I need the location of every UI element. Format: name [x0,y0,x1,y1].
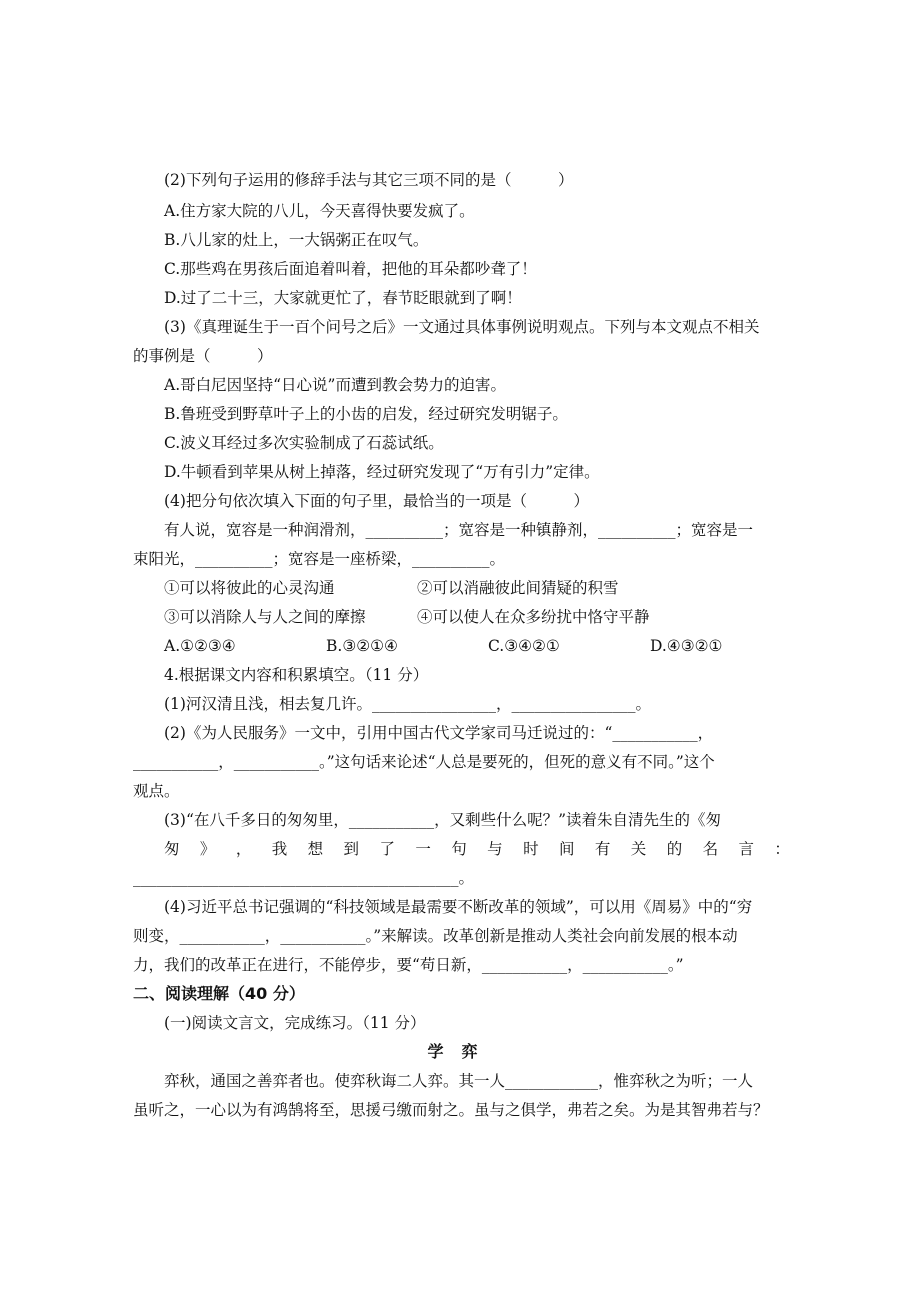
passage-line1: 弈秋，通国之善弈者也。使弈秋诲二人弈。其一人____________，惟弈秋之为听；一人 [164,1072,754,1090]
q3-4-sentence-line2: 束阳光，__________；宽容是一座桥梁，__________。 [133,550,506,568]
q3-4-clause-row-1 [164,577,790,599]
q3-2-option-b: B.八儿家的灶上，一大锅粥正在叹气。 [164,231,429,249]
q4-3-line2-char: 一 [415,840,431,858]
q3-4-clause-3: ③可以消除人与人之间的摩擦 [164,608,366,626]
q3-4-clause-row-2 [164,606,790,628]
q4-3-line2-char: 句 [451,840,467,858]
q4-3-line2-char: 关 [630,840,647,858]
q4-2-line2: ___________，___________。”这句话来论述“人总是要死的，但死的意义有不同。”这个 [133,753,715,771]
q3-4-choice-c: C.③④②① [488,637,560,655]
q4-3-line2-char: 与 [487,840,503,858]
q3-2-option-d: D.过了二十三，大家就更忙了，春节眨眼就到了啊！ [164,289,522,307]
q3-4-choice-d: D.④③②① [650,637,723,655]
q4-3-line2-char: 言 [738,840,755,858]
q4-3-line2 [164,838,790,860]
q4-2-line3: 观点。 [133,782,180,800]
section2-sub: (一)阅读文言文，完成练习。（11 分） [164,1014,426,1032]
q4-3-line2-char: 到 [343,840,360,858]
q4-3-line3: __________________________________________。 [133,869,475,887]
q4-3-line2-char: 有 [594,840,611,858]
q4-4-line3: 力，我们的改革正在进行，不能停步，要“苟日新，___________，___________。” [133,956,684,974]
q3-2-option-c: C.那些鸡在男孩后面追着叫着，把他的耳朵都吵聋了！ [164,260,537,278]
q3-4-choice-a: A.①②③④ [164,637,236,655]
q3-3-option-c: C.波义耳经过多次实验制成了石蕊试纸。 [164,434,444,452]
q3-3-option-b: B.鲁班受到野草叶子上的小齿的启发，经过研究发明锯子。 [164,405,568,423]
q3-3-stem-line2: 的事例是（ ） [133,347,273,365]
q4-3-line2-char: 时 [523,840,539,858]
q4-title: 4.根据课文内容和积累填空。（11 分） [164,666,429,684]
q3-2-option-a: A.住方家大院的八儿，今天喜得快要发疯了。 [164,202,475,220]
q3-4-stem: (4)把分句依次填入下面的句子里，最恰当的一项是（ ） [164,492,589,510]
passage-title: 学弈 [427,1042,496,1061]
q4-3-line2-char: ， [235,840,252,858]
q3-4-choices [164,635,790,657]
section2-heading: 二、阅读理解（40 分） [133,984,305,1003]
q3-4-clause-1: ①可以将彼此的心灵沟通 [164,579,335,597]
q3-2-stem: (2)下列句子运用的修辞手法与其它三项不同的是（ ） [164,171,574,189]
q3-3-stem-line1: (3)《真理诞生于一百个问号之后》一文通过具体事例说明观点。下列与本文观点不相关 [164,318,760,336]
q4-3-line2-char: 想 [307,840,324,858]
q4-1: (1)河汉清且浅，相去复几许。________________，________________。 [164,695,651,713]
q3-3-option-a: A.哥白尼因坚持“日心说”而遭到教会势力的迫害。 [164,376,506,394]
q4-3-line1: (3)“在八千多日的匆匆里，___________，又剩些什么呢？”读着朱自清先生的《匆 [164,811,722,829]
q4-3-line2-char: ： [774,840,790,858]
q4-3-line2-char: 了 [379,840,395,858]
q4-4-line2: 则变，___________，___________。”来解读。改革创新是推动人类社会向前发展的根本动 [133,927,738,945]
q4-3-line2-char: 的 [666,840,683,858]
q3-4-choice-b: B.③②①④ [326,637,398,655]
q4-3-line2-char: 间 [558,840,575,858]
passage-line2: 虽听之，一心以为有鸿鹄将至，思援弓缴而射之。虽与之俱学，弗若之矣。为是其智弗若与？ [133,1101,769,1119]
q4-3-line2-char: 匆 [164,840,180,858]
q3-4-clause-4: ④可以使人在众多纷扰中恪守平静 [417,608,650,626]
q4-4-line1: (4)习近平总书记强调的“科技领域是最需要不断改革的领域”，可以用《周易》中的“穷 [164,898,753,916]
q3-4-clause-2: ②可以消融彼此间猜疑的积雪 [417,579,619,597]
q4-2-line1: (2)《为人民服务》一文中，引用中国古代文学家司马迁说过的：“___________， [164,724,714,742]
q3-4-sentence-line1: 有人说，宽容是一种润滑剂，__________；宽容是一种镇静剂，__________；宽容是一 [164,521,754,539]
q4-3-line2-char: 我 [271,840,288,858]
q4-3-line2-char: 》 [199,840,216,858]
q3-3-option-d: D.牛顿看到苹果从树上掉落，经过研究发现了“万有引力”定律。 [164,463,600,481]
q4-3-line2-char: 名 [702,840,719,858]
